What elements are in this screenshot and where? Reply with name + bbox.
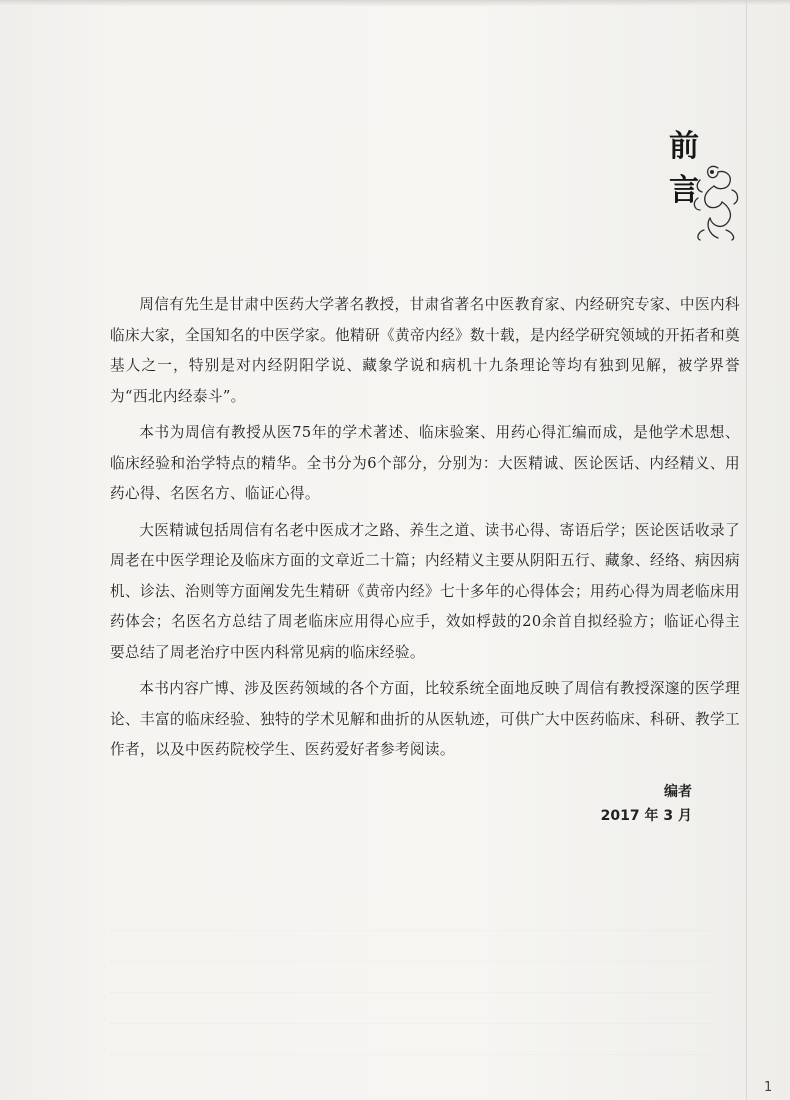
page-number: 1 [764, 1080, 773, 1095]
signature-author: 编者 [664, 784, 692, 800]
phoenix-ornament-icon [688, 160, 744, 242]
preface-paragraph-4: 本书内容广博、涉及医药领域的各个方面，比较系统全面地反映了周信有教授深邃的医学理论、丰富的临床经验、独特的学术见解和曲折的从医轨迹，可供广大中医药临床、科研、教学工作者，以及中医药院校学生、医药爱好者参考阅读。 [110, 680, 740, 758]
show-through-toc-lines [110, 900, 710, 1055]
heading-char-2: 言 [669, 173, 699, 208]
signature-block [601, 780, 692, 828]
preface-paragraph-3: 大医精诚包括周信有名老中医成才之路、养生之道、读书心得、寄语后学；医论医话收录了周老在中医学理论及临床方面的文章近二十篇；内经精义主要从阴阳五行、藏象、经络、病因病机、诊法、治则等方面阐发先生精研《黄帝内经》七十多年的心得体会；用药心得为周老临床用药体会；名医名方总结了周老临床应用得心应手，效如桴鼓的20余首自拟经验方；临证心得主要总结了周老治疗中医内科常见病的临床经验。 [110, 521, 740, 661]
page-binding-shadow [746, 0, 747, 1100]
heading-char-1: 前 [669, 129, 699, 164]
preface-paragraph-2: 本书为周信有教授从医75年的学术著述、临床验案、用药心得汇编而成，是他学术思想、临床经验和治学特点的精华。全书分为6个部分，分别为：大医精诚、医论医话、内经精义、用药心得、名医名方、临证心得。 [110, 424, 740, 502]
preface-paragraph-1: 周信有先生是甘肃中医药大学著名教授，甘肃省著名中医教育家、内经研究专家、中医内科临床大家，全国知名的中医学家。他精研《黄帝内经》数十载，是内经学研究领域的开拓者和奠基人之一，特别是对内经阴阳学说、藏象学说和病机十九条理论等均有独到见解，被学界誉为“西北内经泰斗”。 [110, 296, 740, 405]
preface-body [110, 290, 740, 772]
signature-date: 2017 年 3 月 [600, 808, 692, 824]
page-top-edge [0, 0, 790, 6]
